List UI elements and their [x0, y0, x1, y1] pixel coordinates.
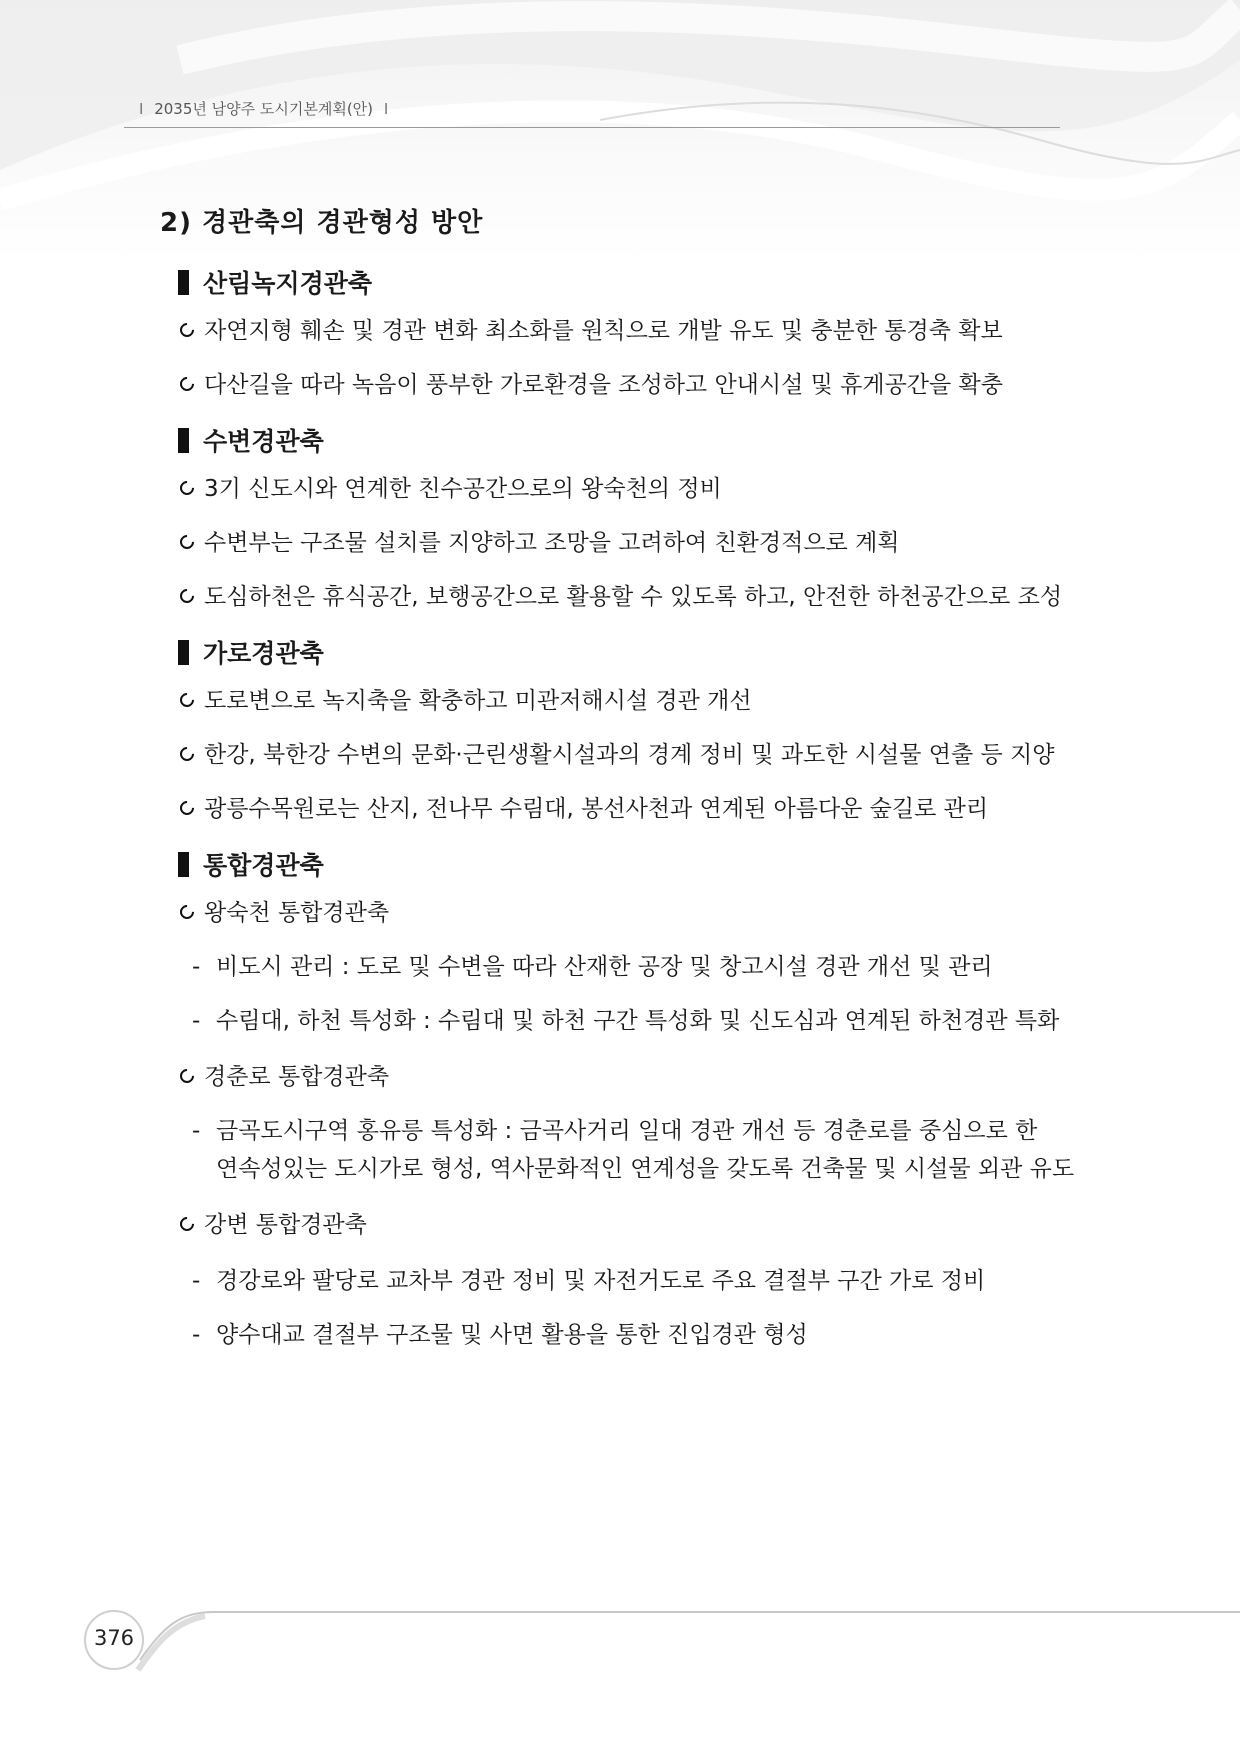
subheading: 산림녹지경관축 [178, 264, 372, 300]
footer-swoosh [0, 1600, 1240, 1680]
square-bullet-icon [178, 428, 189, 453]
list-item: 왕숙천 통합경관축 [180, 894, 389, 927]
circle-bullet-icon [177, 902, 197, 922]
list-item: 수변부는 구조물 설치를 지양하고 조망을 고려하여 친환경적으로 계획 [180, 524, 900, 557]
subheading: 통합경관축 [178, 846, 324, 882]
circle-bullet-icon [177, 320, 197, 340]
circle-bullet-icon [177, 798, 197, 818]
circle-bullet-icon [177, 1214, 197, 1234]
subheading: 수변경관축 [178, 422, 324, 458]
circle-bullet-icon [177, 586, 197, 606]
square-bullet-icon [178, 270, 189, 295]
subheading: 가로경관축 [178, 634, 324, 670]
sub-list-item-continuation: 연속성있는 도시가로 형성, 역사문화적인 연계성을 갖도록 건축물 및 시설물 외관 유도 [216, 1156, 1075, 1182]
dash-bullet-icon: - [192, 1118, 201, 1144]
header-rule [124, 127, 1060, 128]
list-item: 도심하천은 휴식공간, 보행공간으로 활용할 수 있도록 하고, 안전한 하천공간으로 조성 [180, 578, 1062, 611]
square-bullet-icon [178, 852, 189, 877]
list-item: 한강, 북한강 수변의 문화·근린생활시설과의 경계 정비 및 과도한 시설물 연출 등 지양 [180, 736, 1054, 769]
section-title: 2) 경관축의 경관형성 방안 [160, 208, 484, 238]
circle-bullet-icon [177, 478, 197, 498]
sub-list-item: - 비도시 관리 : 도로 및 수변을 따라 산재한 공장 및 창고시설 경관 개선 및 관리 [192, 954, 993, 980]
list-item: 경춘로 통합경관축 [180, 1058, 389, 1091]
circle-bullet-icon [177, 374, 197, 394]
header-bar-left: I [139, 100, 144, 118]
dash-bullet-icon: - [192, 1268, 201, 1294]
circle-bullet-icon [177, 532, 197, 552]
sub-list-item: - 금곡도시구역 홍유릉 특성화 : 금곡사거리 일대 경관 개선 등 경춘로를 중심으로 한 [192, 1118, 1038, 1144]
sub-list-item: - 경강로와 팔당로 교차부 경관 정비 및 자전거도로 주요 결절부 구간 가로 정비 [192, 1268, 986, 1294]
circle-bullet-icon [177, 744, 197, 764]
running-title: 2035년 남양주 도시기본계획(안) [154, 100, 374, 118]
sub-list-item: - 양수대교 결절부 구조물 및 사면 활용을 통한 진입경관 형성 [192, 1322, 808, 1348]
list-item: 3기 신도시와 연계한 친수공간으로의 왕숙천의 정비 [180, 470, 722, 503]
square-bullet-icon [178, 640, 189, 665]
list-item: 다산길을 따라 녹음이 풍부한 가로환경을 조성하고 안내시설 및 휴게공간을 확충 [180, 366, 1003, 399]
page-number: 376 [93, 1626, 135, 1650]
dash-bullet-icon: - [192, 1008, 201, 1034]
sub-list-item: - 수림대, 하천 특성화 : 수림대 및 하천 구간 특성화 및 신도심과 연계된 하천경관 특화 [192, 1008, 1060, 1034]
list-item: 도로변으로 녹지축을 확충하고 미관저해시설 경관 개선 [180, 682, 752, 715]
header-bar-right: I [383, 100, 389, 118]
running-header [133, 98, 394, 119]
circle-bullet-icon [177, 690, 197, 710]
dash-bullet-icon: - [192, 1322, 201, 1348]
dash-bullet-icon: - [192, 954, 201, 980]
list-item: 자연지형 훼손 및 경관 변화 최소화를 원칙으로 개발 유도 및 충분한 통경축 확보 [180, 312, 1003, 345]
list-item: 강변 통합경관축 [180, 1206, 367, 1239]
circle-bullet-icon [177, 1066, 197, 1086]
list-item: 광릉수목원로는 산지, 전나무 수림대, 봉선사천과 연계된 아름다운 숲길로 관리 [180, 790, 988, 823]
